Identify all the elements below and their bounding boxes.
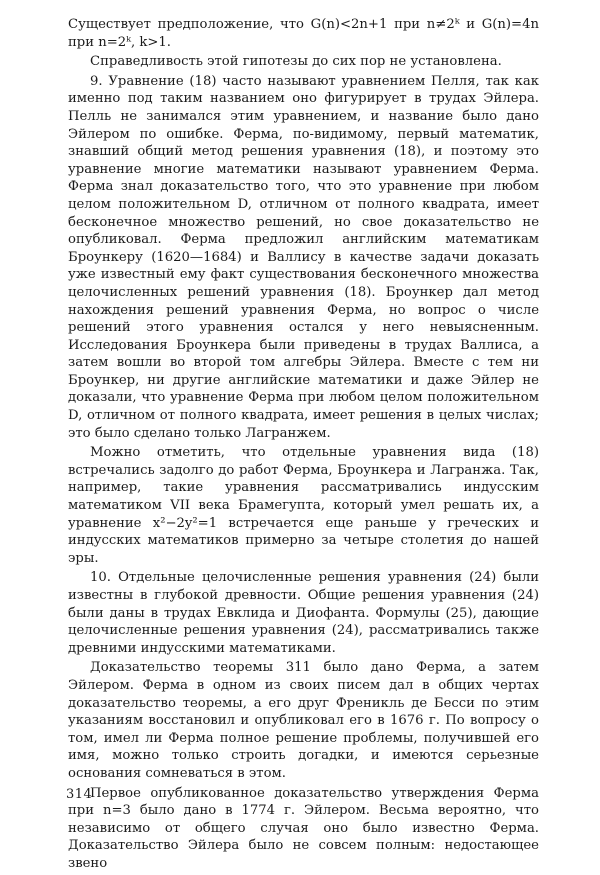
paragraph-integer-solutions: 10. Отдельные целочисленные решения уравнения (24) были известны в глубокой древности. Общие решения уравнения (24) были даны в трудах Евклида и Диофанта. Формулы (25), дающие целочисленные решения уравнения (24), рассматривались также древними индусскими математиками. [68,570,539,656]
paragraph-fermat-n3: Первое опубликованное доказательство утверждения Ферма при n=3 было дано в 1774 г. Эйлером. Весьма вероятно, что независимо от общего случая оно было известно Ферма. Доказательство Эйлера было не совсем полным: недостающее звено [68,785,539,871]
paragraph-hypothesis: Существует предположение, что G(n)<2n+1 при n≠2ᵏ и G(n)=4n при n=2ᵏ, k>1. [68,17,539,50]
paragraph-pell-equation: 9. Уравнение (18) часто называют уравнением Пелля, так как именно под таким названием оно фигурирует в трудах Эйлера. Пелль не занимался этим уравнением, и название было дано Эйлером по ошибке. Ферма, по-видимому, первый математик, знавший общий метод решения уравнения (18), и поэтому это уравнение многие математики называют уравнением Ферма. Ферма знал доказательство того, что это уравнение при любом целом положительном D, отличном от полного квадрата, имеет бесконечное множество решений, но свое доказательство не опубликовал. Ферма предложил английским математикам Броункеру (1620—1684) и Валлису в качестве задачи доказать уже известный ему факт существования бесконечного множества целочисленных решений уравнения (18). Броункер дал метод нахождения решений уравнения Ферма, но вопрос о числе решений этого уравнения остался у него невыясненным. Исследования Броункера были приведены в трудах Валлиса, а затем вошли во второй том алгебры Эйлера. Вместе с тем ни Броункер, ни другие английские математики и даже Эйлер не доказали, что уравнение Ферма при любом целом положительном D, отличном от полного квадрата, имеет решения в целых числах; это было сделано только Лагранжем. [68,73,539,441]
paragraph-theorem-311: Доказательство теоремы 311 было дано Ферма, а затем Эйлером. Ферма в одном из своих писем дал в общих чертах доказательство теоремы, а его друг Френикль де Бесси по этим указаниям восстановил и опубликовал его в 1676 г. По вопросу о том, имел ли Ферма полное решение проблемы, получившей его имя, можно только строить догадки, и имеются серьезные основания сомневаться в этом. [68,660,539,781]
page-number: 314 [66,787,93,802]
paragraph-hypothesis-status: Справедливость этой гипотезы до сих пор не установлена. [90,54,502,70]
paragraph-early-equations: Можно отметить, что отдельные уравнения вида (18) встречались задолго до работ Ферма, Броункера и Лагранжа. Так, например, такие уравнения рассматривались индусским математиком VII века Брамегупта, который умел решать их, а уравнение x²−2y²=1 встречается еще раньше у греческих и индусских математиков примерно за четыре столетия до нашей эры. [68,445,539,566]
page-body [68,16,539,875]
